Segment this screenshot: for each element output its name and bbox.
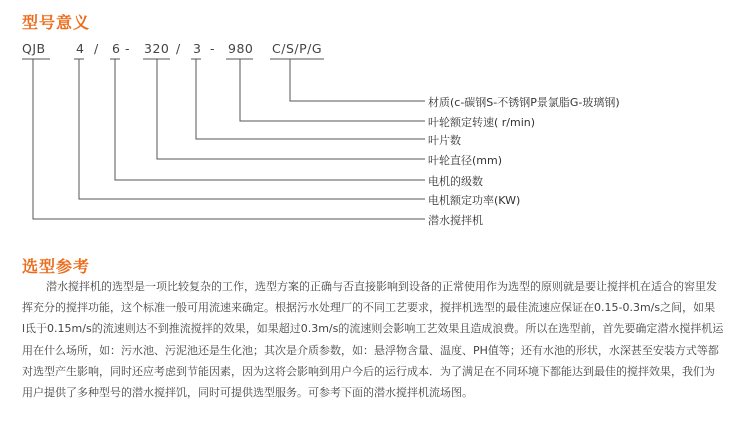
- code-part-diameter: 320: [144, 41, 170, 56]
- connector-poles: [115, 59, 425, 180]
- code-part-speed: 980: [228, 41, 254, 56]
- connector-speed: [240, 59, 425, 121]
- connector-diameter: [157, 59, 425, 159]
- label-blades: 叶片数: [428, 134, 461, 147]
- selection-paragraph: [22, 276, 724, 403]
- paragraph-line: 对选型产生影响，同时还应考虑到节能因素，因为这将会影响到用户今后的运行成本．为了满足在不同环境下都能达到最佳的搅拌效果，我们为: [22, 364, 715, 378]
- label-poles: 电机的级数: [428, 175, 483, 188]
- label-speed: 叶轮额定转速( r/min): [428, 116, 536, 129]
- selection-reference-heading: 选型参考: [22, 257, 91, 276]
- paragraph-line: 用户提供了多种型号的潜水搅拌饥，同时可提供选型服务。可参考下面的潜水搅拌机流场图。: [22, 386, 473, 400]
- paragraph-line: 用在什么场所，如：污水池、污泥池还是生化池；其次是介质参数，如：悬浮物含量、温度、PH值等；还有水池的形状，水深甚至安装方式等都: [22, 343, 719, 357]
- code-part-power: 4: [76, 41, 85, 56]
- code-part-blades: 3: [193, 41, 202, 56]
- code-part-poles: 6: [112, 41, 121, 56]
- code-part-series: QJB: [22, 41, 46, 56]
- label-power: 电机额定功率(KW): [428, 194, 521, 207]
- paragraph-line: l氐于0.15m/s的流速则达不到推流搅拌的效果，如果超过0.3m/s的流速则会影响工艺效果且造成浪费。所以在选型前，首先要确定潜水搅拌机运: [22, 322, 724, 336]
- connector-material: [290, 59, 425, 101]
- code-part-slash-2: /: [176, 41, 181, 56]
- paragraph-line: 挥充分的搅拌功能，这个标准一般可用流速来确定。根据污水处理厂的不同工艺要求，搅拌机选型的最佳流速应保证在0.15-0.3m/s之间，如果: [22, 301, 716, 315]
- code-part-dash-1: -: [125, 41, 131, 56]
- label-material: 材质(c-碳钢S-不锈钢P景氯脂G-玻璃钢): [428, 96, 620, 109]
- code-part-slash-1: /: [94, 41, 99, 56]
- connector-blades: [196, 59, 425, 139]
- code-part-material: C/S/P/G: [272, 41, 323, 56]
- model-meaning-heading: 型号意义: [22, 13, 91, 32]
- label-diameter: 叶轮直径(mm): [428, 154, 503, 167]
- label-series: 潜水搅拌机: [428, 214, 483, 227]
- paragraph-line: 潜水搅拌机的选型是一项比较复杂的工作，选型方案的正确与否直接影响到设备的正常使用作为选型的原则就是要让搅拌机在适合的窖里发: [46, 280, 717, 293]
- connector-power: [79, 59, 425, 199]
- code-part-dash-2: -: [210, 41, 216, 56]
